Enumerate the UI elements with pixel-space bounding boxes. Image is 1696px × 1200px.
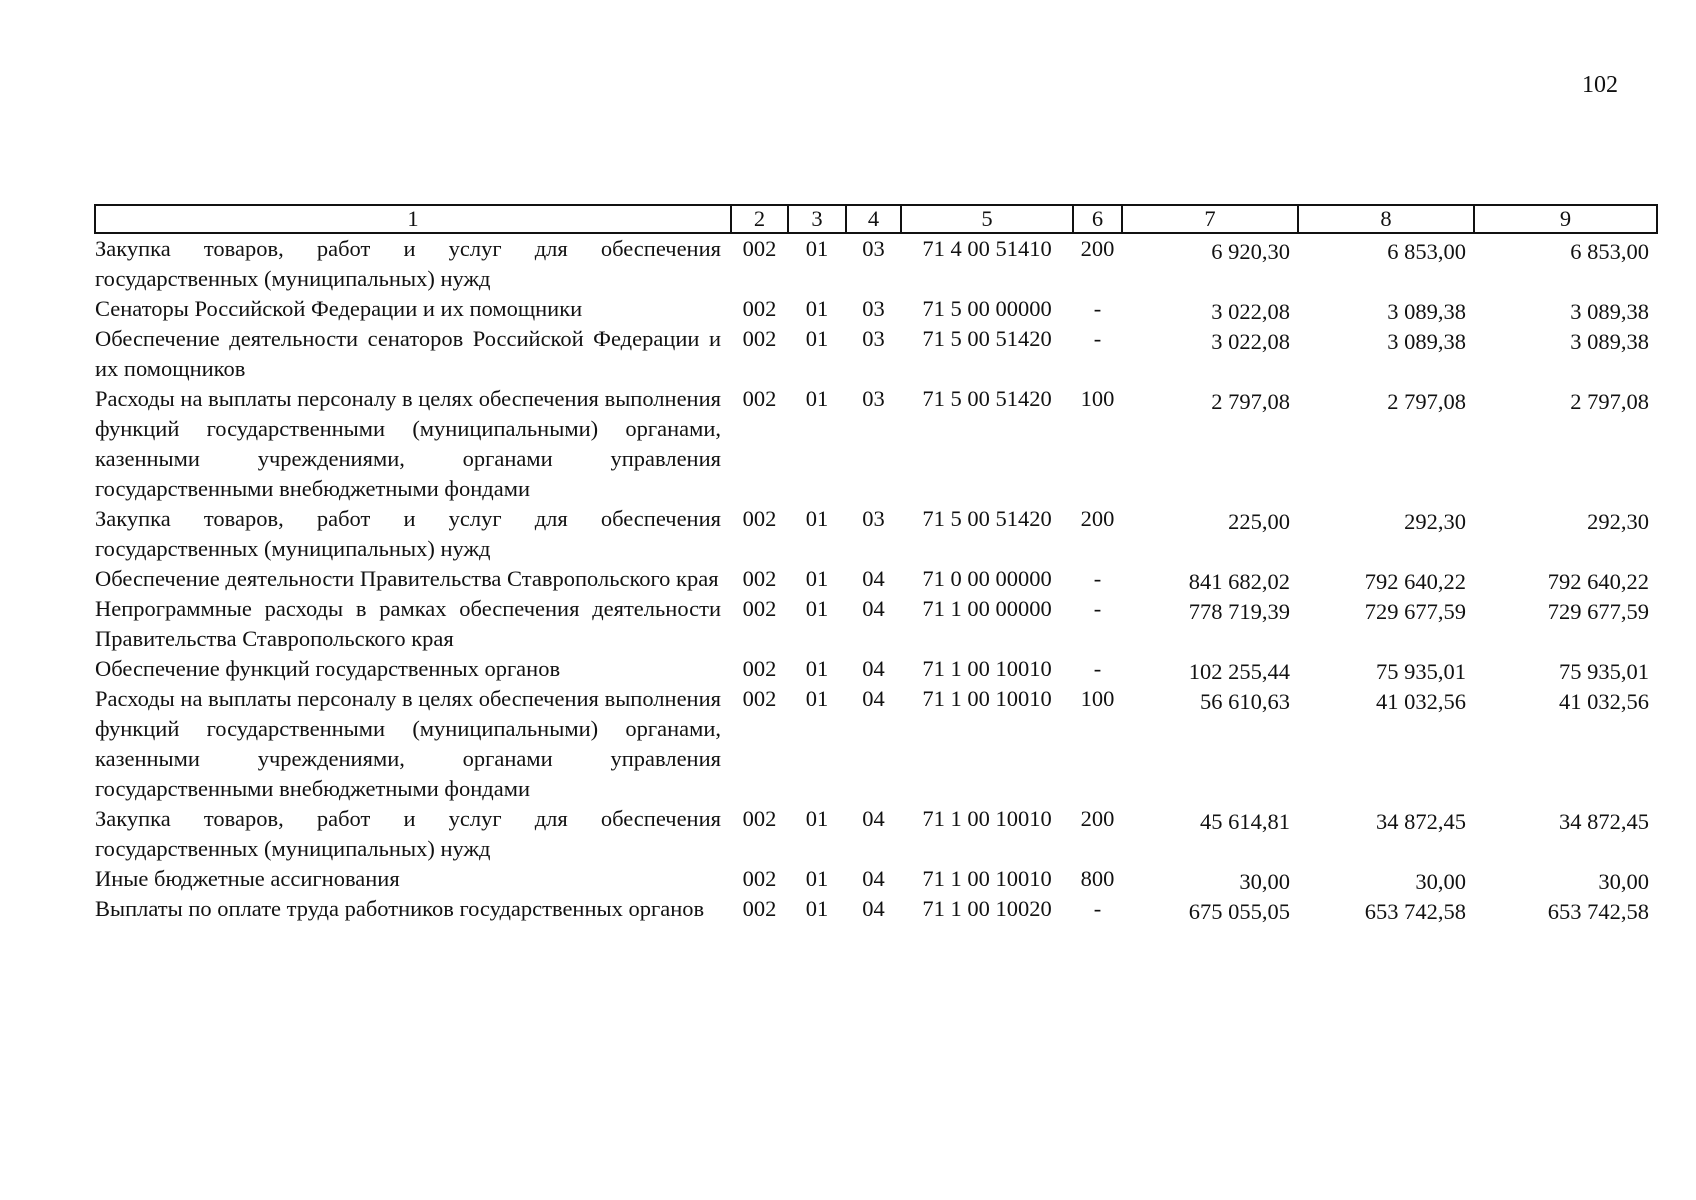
row-code-4: 04	[862, 656, 885, 681]
row-code-6: 200	[1080, 506, 1115, 531]
row-code-6: 200	[1080, 806, 1115, 831]
amount-value: 75 935,01	[1559, 659, 1649, 684]
row-code-4: 03	[862, 236, 885, 261]
column-header-1: 1	[95, 205, 731, 233]
amount-value: 3 022,08	[1211, 329, 1290, 354]
row-amount-9	[1474, 294, 1657, 324]
column-header-2: 2	[731, 205, 788, 233]
row-code-3: 01	[805, 506, 829, 531]
row-code-4: 04	[862, 566, 885, 591]
amount-value: 292,30	[1404, 509, 1466, 534]
row-code-4: 03	[862, 326, 885, 351]
column-header-5: 5	[901, 205, 1073, 233]
row-amount-7	[1122, 294, 1298, 324]
row-expense-name: Закупка товаров, работ и услуг для обеспечения государственных (муниципальных) нужд	[95, 236, 721, 291]
row-code-6: -	[1093, 296, 1102, 321]
table-row	[95, 864, 1657, 894]
amount-value: 778 719,39	[1188, 599, 1290, 624]
row-expense-name: Расходы на выплаты персоналу в целях обеспечения выполнения функций государственными (муниципальными) органами, казенными учреждениями, органами управления государственными внебюджетными фондами	[95, 386, 721, 501]
row-code-5: 71 1 00 10020	[922, 896, 1052, 921]
amount-value: 34 872,45	[1559, 809, 1649, 834]
row-expense-name: Обеспечение функций государственных органов	[95, 656, 561, 681]
row-expense-name: Обеспечение деятельности сенаторов Российской Федерации и их помощников	[95, 326, 721, 381]
row-amount-7	[1122, 654, 1298, 684]
row-code-2: 002	[742, 326, 777, 351]
row-expense-name: Расходы на выплаты персоналу в целях обеспечения выполнения функций государственными (муниципальными) органами, казенными учреждениями, органами управления государственными внебюджетными фондами	[95, 686, 721, 801]
row-amount-9	[1474, 384, 1657, 504]
amount-value: 30,00	[1598, 869, 1649, 894]
row-code-5: 71 1 00 10010	[922, 806, 1052, 831]
amount-value: 653 742,58	[1547, 899, 1649, 924]
table-row	[95, 894, 1657, 924]
row-code-3: 01	[805, 386, 829, 411]
row-code-5: 71 0 00 00000	[922, 566, 1052, 591]
table-row	[95, 564, 1657, 594]
row-code-3: 01	[805, 806, 829, 831]
row-code-5: 71 1 00 10010	[922, 656, 1052, 681]
row-code-2: 002	[742, 506, 777, 531]
amount-value: 6 853,00	[1387, 239, 1466, 264]
amount-value: 729 677,59	[1547, 599, 1649, 624]
table-row	[95, 654, 1657, 684]
row-code-4: 04	[862, 896, 885, 921]
amount-value: 41 032,56	[1376, 689, 1466, 714]
amount-value: 729 677,59	[1364, 599, 1466, 624]
amount-value: 792 640,22	[1547, 569, 1649, 594]
row-code-3: 01	[805, 236, 829, 261]
row-code-5: 71 5 00 51420	[922, 506, 1052, 531]
row-code-2: 002	[742, 596, 777, 621]
amount-value: 841 682,02	[1188, 569, 1290, 594]
row-code-4: 04	[862, 806, 885, 831]
row-code-5: 71 5 00 51420	[922, 326, 1052, 351]
budget-table	[94, 204, 1658, 924]
table-row	[95, 324, 1657, 384]
row-expense-name: Иные бюджетные ассигнования	[95, 866, 400, 891]
row-amount-9	[1474, 324, 1657, 384]
amount-value: 2 797,08	[1570, 389, 1649, 414]
table-row	[95, 294, 1657, 324]
table-row	[95, 804, 1657, 864]
amount-value: 292,30	[1587, 509, 1649, 534]
row-amount-9	[1474, 564, 1657, 594]
row-expense-name: Сенаторы Российской Федерации и их помощники	[95, 296, 583, 321]
row-amount-7	[1122, 894, 1298, 924]
row-expense-name: Закупка товаров, работ и услуг для обеспечения государственных (муниципальных) нужд	[95, 506, 721, 561]
row-code-4: 04	[862, 866, 885, 891]
amount-value: 2 797,08	[1211, 389, 1290, 414]
table-row	[95, 594, 1657, 654]
row-code-2: 002	[742, 386, 777, 411]
row-amount-7	[1122, 504, 1298, 564]
row-amount-9	[1474, 504, 1657, 564]
row-code-6: 800	[1080, 866, 1115, 891]
row-amount-9	[1474, 684, 1657, 804]
row-amount-7	[1122, 804, 1298, 864]
amount-value: 75 935,01	[1376, 659, 1466, 684]
row-code-2: 002	[742, 236, 777, 261]
column-header-7: 7	[1122, 205, 1298, 233]
row-code-2: 002	[742, 866, 777, 891]
amount-value: 56 610,63	[1200, 689, 1290, 714]
row-amount-7	[1122, 864, 1298, 894]
row-code-6: 100	[1080, 686, 1115, 711]
amount-value: 225,00	[1228, 509, 1290, 534]
row-code-3: 01	[805, 596, 829, 621]
row-amount-9	[1474, 654, 1657, 684]
column-header-3: 3	[788, 205, 846, 233]
row-amount-7	[1122, 324, 1298, 384]
row-amount-8	[1298, 233, 1474, 294]
row-code-3: 01	[805, 686, 829, 711]
row-code-3: 01	[805, 296, 829, 321]
row-amount-7	[1122, 684, 1298, 804]
row-expense-name: Обеспечение деятельности Правительства Ставропольского края	[95, 566, 719, 591]
row-expense-name: Выплаты по оплате труда работников государственных органов	[95, 896, 705, 921]
row-code-5: 71 5 00 51420	[922, 386, 1052, 411]
amount-value: 45 614,81	[1200, 809, 1290, 834]
amount-value: 34 872,45	[1376, 809, 1466, 834]
row-code-6: -	[1093, 566, 1102, 591]
table-body	[95, 233, 1657, 924]
row-code-5: 71 1 00 10010	[922, 686, 1052, 711]
column-header-9: 9	[1474, 205, 1657, 233]
row-code-4: 03	[862, 506, 885, 531]
row-amount-7	[1122, 564, 1298, 594]
column-header-6: 6	[1073, 205, 1122, 233]
amount-value: 30,00	[1239, 869, 1290, 894]
amount-value: 792 640,22	[1364, 569, 1466, 594]
amount-value: 6 853,00	[1570, 239, 1649, 264]
row-amount-8	[1298, 864, 1474, 894]
row-code-4: 04	[862, 596, 885, 621]
row-amount-9	[1474, 594, 1657, 654]
amount-value: 3 089,38	[1570, 329, 1649, 354]
amount-value: 3 022,08	[1211, 299, 1290, 324]
row-amount-9	[1474, 864, 1657, 894]
row-code-4: 04	[862, 686, 885, 711]
row-amount-8	[1298, 804, 1474, 864]
row-code-4: 03	[862, 386, 885, 411]
row-amount-8	[1298, 654, 1474, 684]
table-row	[95, 384, 1657, 504]
row-code-6: -	[1093, 896, 1102, 921]
row-code-3: 01	[805, 896, 829, 921]
row-code-6: -	[1093, 326, 1102, 351]
amount-value: 3 089,38	[1570, 299, 1649, 324]
row-code-5: 71 1 00 00000	[922, 596, 1052, 621]
row-amount-7	[1122, 384, 1298, 504]
row-code-5: 71 4 00 51410	[922, 236, 1052, 261]
row-amount-8	[1298, 324, 1474, 384]
table-header-row	[95, 205, 1657, 233]
row-expense-name: Закупка товаров, работ и услуг для обеспечения государственных (муниципальных) нужд	[95, 806, 721, 861]
row-code-2: 002	[742, 686, 777, 711]
row-code-3: 01	[805, 326, 829, 351]
amount-value: 653 742,58	[1364, 899, 1466, 924]
row-expense-name: Непрограммные расходы в рамках обеспечения деятельности Правительства Ставропольского края	[95, 596, 721, 651]
row-code-3: 01	[805, 566, 829, 591]
row-code-6: -	[1093, 656, 1102, 681]
row-code-2: 002	[742, 806, 777, 831]
table-row	[95, 504, 1657, 564]
amount-value: 30,00	[1415, 869, 1466, 894]
row-code-3: 01	[805, 866, 829, 891]
row-amount-7	[1122, 594, 1298, 654]
row-amount-8	[1298, 384, 1474, 504]
row-code-6: 200	[1080, 236, 1115, 261]
row-code-2: 002	[742, 566, 777, 591]
row-amount-9	[1474, 233, 1657, 294]
table-row	[95, 684, 1657, 804]
row-amount-9	[1474, 894, 1657, 924]
amount-value: 2 797,08	[1387, 389, 1466, 414]
row-amount-8	[1298, 894, 1474, 924]
row-code-5: 71 1 00 10010	[922, 866, 1052, 891]
row-code-3: 01	[805, 656, 829, 681]
table-row	[95, 233, 1657, 294]
row-amount-8	[1298, 594, 1474, 654]
amount-value: 3 089,38	[1387, 299, 1466, 324]
page-number: 102	[1582, 72, 1618, 98]
row-amount-8	[1298, 504, 1474, 564]
amount-value: 102 255,44	[1188, 659, 1290, 684]
row-amount-9	[1474, 804, 1657, 864]
row-code-6: -	[1093, 596, 1102, 621]
row-code-6: 100	[1080, 386, 1115, 411]
row-code-2: 002	[742, 296, 777, 321]
amount-value: 3 089,38	[1387, 329, 1466, 354]
row-amount-8	[1298, 684, 1474, 804]
column-header-4: 4	[846, 205, 901, 233]
row-code-4: 03	[862, 296, 885, 321]
amount-value: 675 055,05	[1188, 899, 1290, 924]
row-code-2: 002	[742, 896, 777, 921]
amount-value: 41 032,56	[1559, 689, 1649, 714]
row-amount-8	[1298, 294, 1474, 324]
row-amount-8	[1298, 564, 1474, 594]
amount-value: 6 920,30	[1211, 239, 1290, 264]
row-code-5: 71 5 00 00000	[922, 296, 1052, 321]
row-amount-7	[1122, 233, 1298, 294]
row-code-2: 002	[742, 656, 777, 681]
column-header-8: 8	[1298, 205, 1474, 233]
